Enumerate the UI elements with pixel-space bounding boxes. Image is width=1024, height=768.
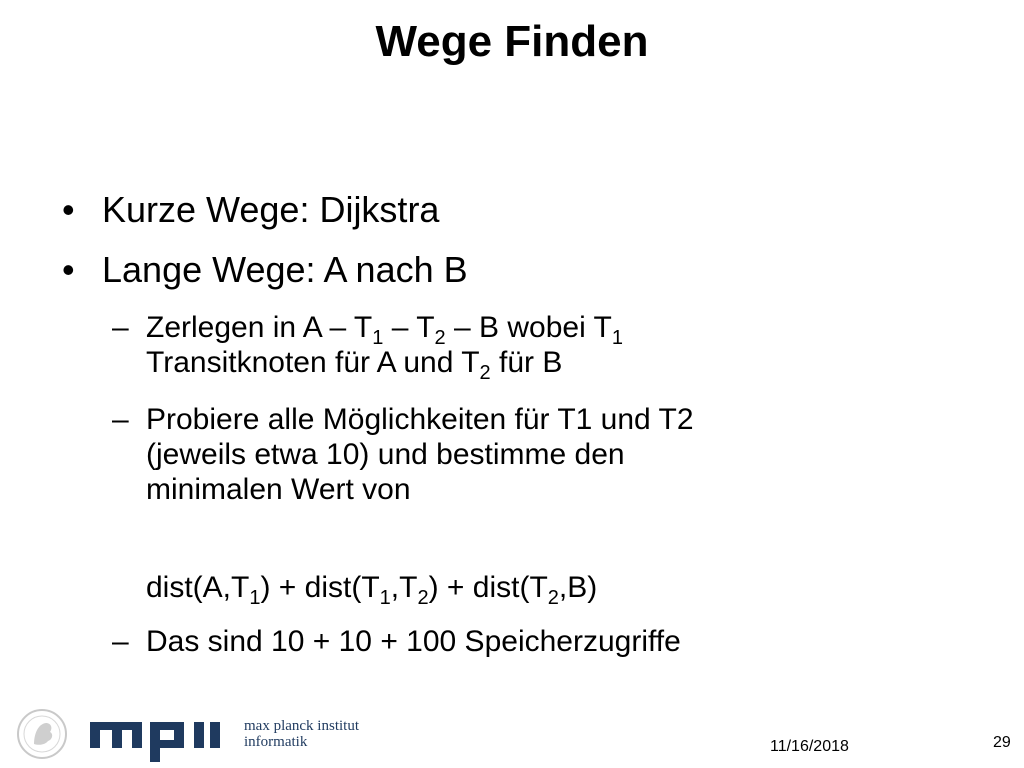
subscript: 1 <box>611 327 623 349</box>
subbullet-marker: – <box>112 403 129 436</box>
mpi-logo-icon <box>86 712 236 766</box>
subscript: 1 <box>249 587 261 609</box>
text-run: ) + dist(T <box>260 571 380 604</box>
bullet-text: Lange Wege: A nach B <box>102 249 468 290</box>
distance-formula <box>146 570 598 609</box>
text-run: – B wobei T <box>445 311 612 344</box>
text-run: ,B) <box>558 571 598 604</box>
subbullet-line: (jeweils etwa 10) und bestimme den <box>146 438 625 471</box>
bullet-text: Kurze Wege: Dijkstra <box>102 189 440 230</box>
subbullet-line: Probiere alle Möglichkeiten für T1 und T2 <box>146 403 694 436</box>
text-run: ) + dist(T <box>428 571 548 604</box>
subbullet-line <box>146 310 623 349</box>
text-run: Zerlegen in A – T <box>146 311 373 344</box>
bullet-marker: • <box>62 249 75 290</box>
subbullet-marker: – <box>112 625 129 658</box>
footer-date: 11/16/2018 <box>770 738 849 755</box>
institute-name-line: max planck institut <box>244 718 359 734</box>
text-run: für B <box>490 346 563 379</box>
institute-name-line: informatik <box>244 734 308 750</box>
bullet-marker: • <box>62 189 75 230</box>
minerva-seal-icon <box>16 708 68 760</box>
institute-name <box>244 718 359 750</box>
subbullet-marker: – <box>112 311 129 344</box>
text-run: – T <box>383 311 435 344</box>
text-run: Transitknoten für A und T <box>146 346 480 379</box>
subbullet-line: minimalen Wert von <box>146 473 411 506</box>
subscript: 1 <box>379 587 391 609</box>
subbullet-text: Das sind 10 + 10 + 100 Speicherzugriffe <box>146 625 681 658</box>
subscript: 2 <box>434 327 446 349</box>
subbullet-text <box>146 310 623 384</box>
subscript: 2 <box>547 587 559 609</box>
subscript: 2 <box>479 362 491 384</box>
text-run: dist(A,T <box>146 571 250 604</box>
subscript: 2 <box>417 587 429 609</box>
slide-title: Wege Finden <box>375 17 649 66</box>
page-number: 29 <box>993 734 1011 751</box>
subbullet-text <box>146 402 694 507</box>
text-run: ,T <box>390 571 418 604</box>
subbullet-line <box>146 345 623 384</box>
subscript: 1 <box>372 327 384 349</box>
